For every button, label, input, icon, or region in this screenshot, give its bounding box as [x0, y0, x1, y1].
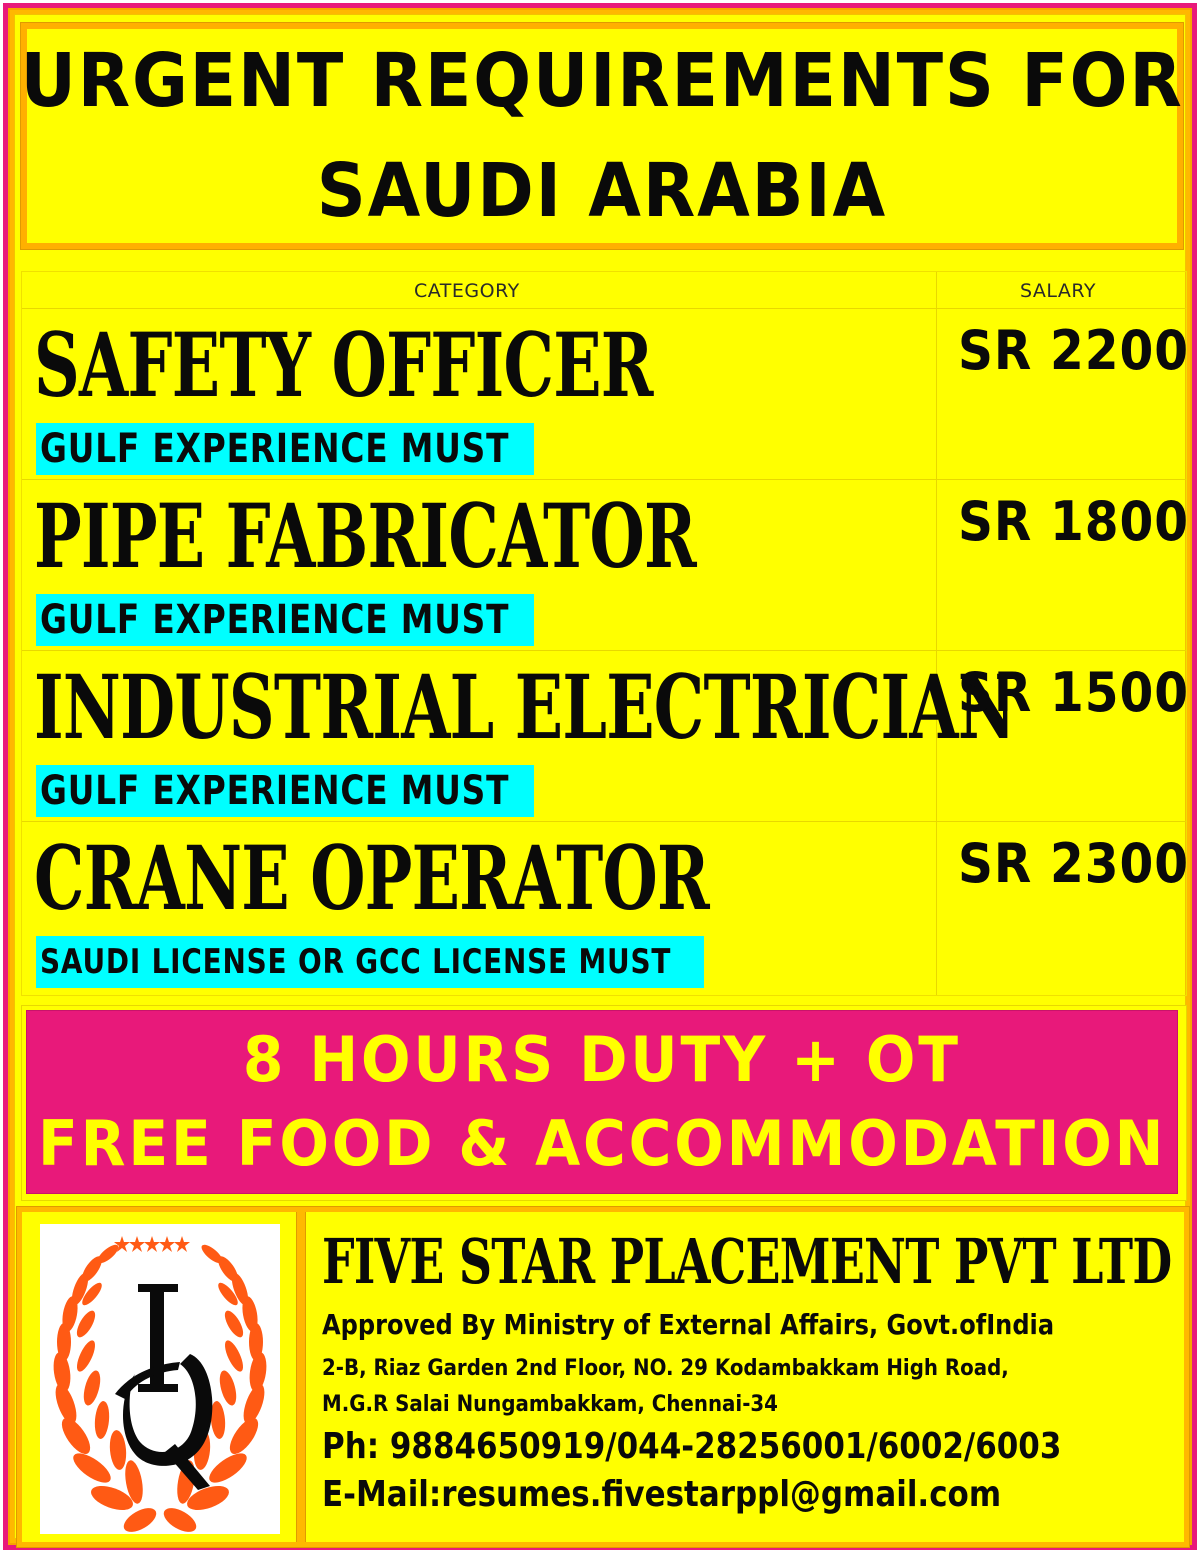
- benefits-banner: [21, 1005, 1187, 1201]
- address-line-2: M.G.R Salai Nungambakkam, Chennai-34: [322, 1392, 778, 1417]
- job-requirement-badge: [36, 594, 534, 646]
- job-requirement-badge: [36, 423, 534, 475]
- job-title: PIPE FABRICATOR: [34, 484, 696, 588]
- job-title: CRANE OPERATOR: [34, 826, 709, 930]
- job-salary: SR 1500: [958, 661, 1189, 724]
- job-title: SAFETY OFFICER: [34, 313, 653, 417]
- approval-statement: Approved By Ministry of External Affairs, Govt.ofIndia: [322, 1308, 1055, 1341]
- job-row: [22, 309, 1189, 480]
- job-row: [22, 822, 1189, 992]
- address-line-1: 2-B, Riaz Garden 2nd Floor, NO. 29 Kodambakkam High Road,: [322, 1356, 1009, 1381]
- column-header-category: CATEGORY: [414, 280, 520, 302]
- jobs-table: [21, 271, 1187, 996]
- phone-numbers[interactable]: Ph: 9884650919/044-28256001/6002/6003: [322, 1426, 1062, 1467]
- company-footer: [17, 1207, 1189, 1547]
- headline-box: [21, 23, 1183, 249]
- headline-line-1: URGENT REQUIREMENTS FOR: [20, 38, 1184, 124]
- column-header-salary: SALARY: [1020, 280, 1097, 302]
- job-requirement: GULF EXPERIENCE MUST: [40, 426, 510, 472]
- job-row: [22, 480, 1189, 651]
- poster: [3, 3, 1197, 1550]
- email-address[interactable]: E-Mail:resumes.fivestarppl@gmail.com: [322, 1474, 1002, 1515]
- footer-divider: [296, 1212, 306, 1542]
- laurel-wreath-iq-logo-icon: [40, 1224, 280, 1534]
- job-salary: SR 2200: [958, 319, 1189, 382]
- job-salary: SR 1800: [958, 490, 1189, 553]
- benefit-line-2: FREE FOOD & ACCOMMODATION: [37, 1107, 1167, 1180]
- job-salary: SR 2300: [958, 832, 1189, 895]
- job-row: [22, 651, 1189, 822]
- company-logo: [40, 1224, 280, 1534]
- table-header: [22, 272, 1186, 309]
- job-requirement: SAUDI LICENSE OR GCC LICENSE MUST: [40, 942, 672, 982]
- poster-body: [14, 14, 1189, 1539]
- job-requirement: GULF EXPERIENCE MUST: [40, 597, 510, 643]
- poster-frame: [8, 8, 1192, 1545]
- company-name: FIVE STAR PLACEMENT PVT LTD: [322, 1225, 1172, 1298]
- benefit-line-1: 8 HOURS DUTY + OT: [243, 1023, 961, 1096]
- job-title: INDUSTRIAL ELECTRICIAN: [34, 655, 1016, 759]
- benefits-panel: [26, 1010, 1178, 1194]
- job-requirement: GULF EXPERIENCE MUST: [40, 768, 510, 814]
- job-requirement-badge: [36, 936, 704, 988]
- job-requirement-badge: [36, 765, 534, 817]
- headline-line-2: SAUDI ARABIA: [316, 148, 888, 234]
- five-stars-icon: [114, 1236, 190, 1252]
